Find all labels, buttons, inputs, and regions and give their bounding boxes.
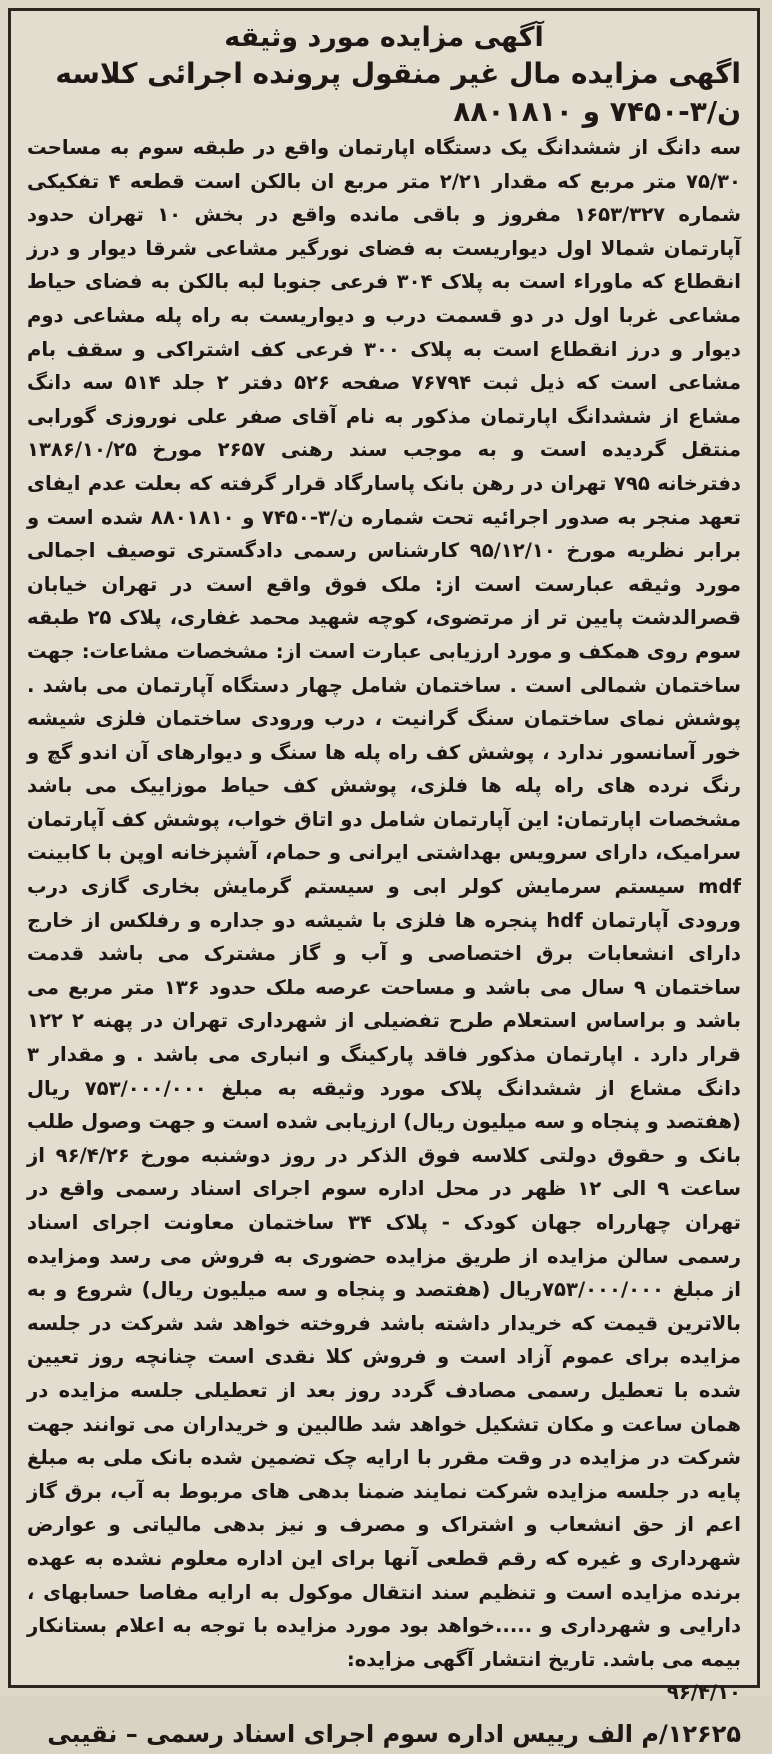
notice-footer: ۱۲۶۲۵/م الف رییس اداره سوم اجرای اسناد رسمی – نقیبی	[47, 1719, 741, 1748]
publish-date: ۹۶/۴/۱۰	[666, 1681, 741, 1705]
notice-title: آگهی مزایده مورد وثیقه	[224, 22, 544, 53]
notice-subtitle: اگهی مزایده مال غیر منقول پرونده اجرائی کلاسه ن/۳-۷۴۵۰ و ۸۸۰۱۸۱۰	[55, 57, 741, 128]
notice-frame	[8, 8, 760, 1748]
notice-content	[27, 21, 742, 1748]
notice-body: سه دانگ از ششدانگ یک دستگاه اپارتمان واقع در طبقه سوم به مساحت ۷۵/۳۰ متر مربع که مقدار ۲/۲۱ متر مربع ان بالکن است قطعه ۴ تفکیکی شماره ۱۶۵۳/۳۲۷ مفروز و باقی مانده واقع در بخش ۱۰ تهران حدود آپارتمان شمالا اول دیواریست به فضای نورگیر مشاعی شرقا دیوار و درز انقطاع که ماوراء است به پلاک ۳۰۴ فرعی جنوبا لبه بالکن به فضای حیاط مشاعی غربا اول در دو قسمت درب و دیواریست به راه پله مشاعی دوم دیوار و درز انقطاع است به پلاک ۳۰۰ فرعی کف اشتراکی و سقف بام مشاعی است که ذیل ثبت ۷۶۷۹۴ صفحه ۵۲۶ دفتر ۲ جلد ۵۱۴ سه دانگ مشاع از ششدانگ اپارتمان مذکور به نام آقای صفر علی نوروزی گورابی منتقل گردیده است و به موجب سند رهنی ۲۶۵۷ مورخ ۱۳۸۶/۱۰/۲۵ دفترخانه ۷۹۵ تهران در رهن بانک پاسارگاد قرار گرفته که بعلت عدم ایفای تعهد منجر به صدور اجرائیه تحت شماره ن/۳-۷۴۵۰ و ۸۸۰۱۸۱۰ شده است و برابر نظریه مورخ ۹۵/۱۲/۱۰ کارشناس رسمی دادگستری توصیف اجمالی مورد وثیقه عبارست است از: ملک فوق واقع است در تهران خیابان قصرالدشت پایین تر از مرتضوی، کوچه شهید محمد غفاری، پلاک ۲۵ طبقه سوم روی همکف و مورد ارزیابی عبارت است از: مشخصات مشاعات: جهت ساختمان شمالی است . ساختمان شامل چهار دستگاه آپارتمان می باشد . پوشش نمای ساختمان سنگ گرانیت ، درب ورودی ساختمان فلزی شیشه خور آسانسور ندارد ، پوشش کف راه پله ها سنگ و دیوارهای آن اندو گچ و رنگ نرده های راه پله ها فلزی، پوشش کف حیاط موزاییک می باشد مشخصات اپارتمان: این آپارتمان شامل دو اتاق خواب، پوشش کف آپارتمان سرامیک، دارای سرویس بهداشتی ایرانی و حمام، آشپزخانه اوپن با کابینت mdf سیستم سرمایش کولر ابی و سیستم گرمایش بخاری گازی درب ورودی آپارتمان hdf پنجره ها فلزی با شیشه دو جداره و رفلکس از خارج دارای انشعابات برق اختصاصی و آب و گاز مشترک می باشد قدمت ساختمان ۹ سال می باشد و مساحت عرصه ملک حدود ۱۳۶ متر مربع می باشد و براساس استعلام طرح تفضیلی از شهرداری تهران در پهنه ۲ ۱۲۲ قرار دارد . اپارتمان مذکور فاقد پارکینگ و انباری می باشد . و مقدار ۳ دانگ مشاع از ششدانگ پلاک مورد وثیقه به مبلغ ۷۵۳/۰۰۰/۰۰۰ ریال (هفتصد و پنجاه و سه میلیون ریال) ارزیابی شده است و جهت وصول طلب بانک و حقوق دولتی کلاسه فوق الذکر در روز دوشنبه مورخ ۹۶/۴/۲۶ از ساعت ۹ الی ۱۲ ظهر در محل اداره سوم اجرای اسناد رسمی واقع در تهران چهارراه جهان کودک - پلاک ۳۴ ساختمان معاونت اجرای اسناد رسمی سالن مزایده از طریق مزایده حضوری به فروش می رسد ومزایده از مبلغ ۷۵۳/۰۰۰/۰۰۰ریال (هفتصد و پنجاه و سه میلیون ریال) شروع و به بالاترین قیمت که خریدار داشته باشد فروخته خواهد شد شرکت در جلسه مزایده برای عموم آزاد است و فروش کلا نقدی است چنانچه روز تعیین شده با تعطیل رسمی مصادف گردد روز بعد از تعطیلی جلسه مزایده در همان ساعت و مکان تشکیل خواهد شد طالبین و خریداران می توانند جهت شرکت در مزایده در وقت مقرر با ارایه چک تضمین شده بانک ملی به مبلغ پایه در جلسه مزایده شرکت نمایند ضمنا بدهی های مربوط به آب، برق گاز اعم از حق انشعاب و اشتراک و مصرف و نیز بدهی مالیاتی و عوارض شهرداری و غیره که رقم قطعی آنها برای این اداره معلوم نشده به عهده برنده مزایده است و تنظیم سند انتقال موکول به ارایه مفاصا حسابهای ، دارایی و شهرداری و .....خواهد بود مورد مزایده با توجه به اعلام بستانکار بیمه می باشد. تاریخ انتشار آگهی مزایده:	[27, 136, 742, 1671]
